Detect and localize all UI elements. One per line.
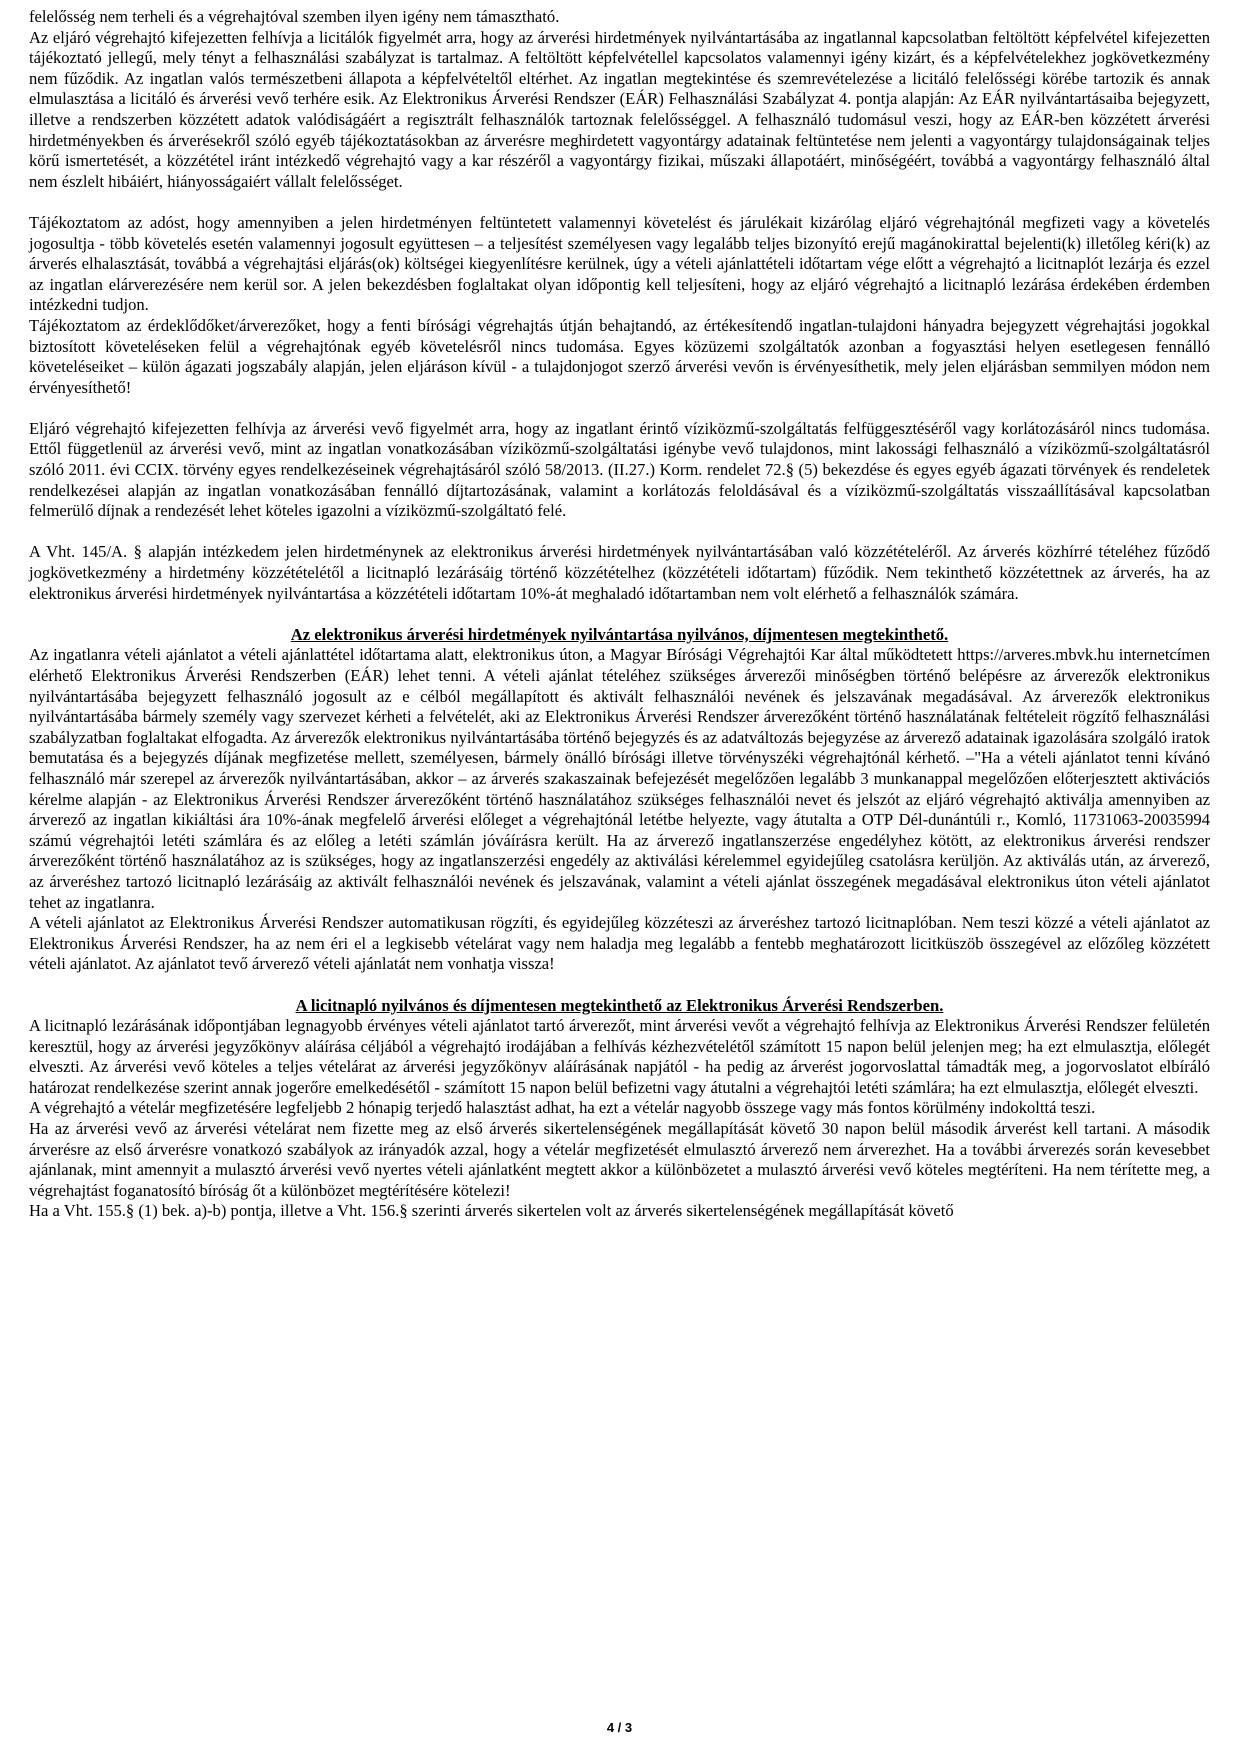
paragraph: felelősség nem terheli és a végrehajtóval szemben ilyen igény nem támasztható.	[29, 7, 560, 26]
paragraph-spacer	[29, 522, 1210, 543]
paragraph: A licitnapló lezárásának időpontjában legnagyobb érvényes vételi ajánlatot tartó árverezőt, mint árverési vevőt a végrehajtó felhívja az Elektronikus Árverési Rendszer felületén keresztül, hogy az árverési jegyzőkönyv aláírása céljából a végrehajtó irodájában a felhívás kézhezvételétől számított 15 napon belül jelenjen meg; ha ezt elmulasztja, előlegét elveszti. Az árverési vevő köteles a teljes vételárat az árverési jegyzőkönyv aláírásának napjától - ha pedig az árverést jogorvoslattal támadták meg, a jogorvoslatot elbíráló határozat rendelkezése szerint annak jogerőre emelkedésétől - számított 15 napon belül befizetni vagy átutalni a végrehajtói letéti számlára; ha ezt elmulasztja, előlegét elveszti.	[29, 1016, 1210, 1097]
paragraph: A végrehajtó a vételár megfizetésére legfeljebb 2 hónapig terjedő halasztást adhat, ha ezt a vételár nagyobb összege vagy más fontos körülmény indokolttá teszi.	[29, 1098, 1096, 1118]
paragraph-spacer	[29, 604, 1210, 625]
document-page	[29, 7, 1210, 1222]
paragraph: Az eljáró végrehajtó kifejezetten felhívja a licitálók figyelmét arra, hogy az árverési hirdetmények nyilvántartásába az ingatlannal kapcsolatban feltöltött képfelvétel kifejezetten tájékoztató jellegű, mely tényt a felhasználási szabályzat is tartalmaz. A feltöltött képfelvétellel kapcsolatos valamennyi igény kizárt, és a képfelvételekhez jogkövetkezmény nem fűződik. Az ingatlan valós természetbeni állapota a képfelvételtől eltérhet. Az ingatlan megtekintése és szemrevételezése a licitáló felelősségi körébe tartozik és annak elmulasztása a licitáló és árverési vevő terhére esik. Az Elektronikus Árverési Rendszer (EÁR) Felhasználási Szabályzat 4. pontja alapján: Az EÁR nyilvántartásaiba bejegyzett, illetve a rendszerben közzétett adatok valódiságáért a regisztrált felhasználók tartoznak felelősséggel. A felhasználó tudomásul veszi, hogy az EÁR-ben közzétett árverési hirdetményekben és árverésekről szóló egyéb tájékoztatásokban az árverésre meghirdetett vagyontárgy adatainak feltüntetése nem jelenti a vagyontárgy tulajdonságainak teljes körű ismertetését, a közzététel iránt intézkedő végrehajtó vagy a kar részéről a vagyontárgy fizikai, műszaki állapotáért, minőségéért, továbbá a vagyontárgy felhasználó által nem észlelt hibáiért, hiányosságaiért vállalt felelősséget.	[29, 27, 1210, 191]
paragraph: A vételi ajánlatot az Elektronikus Árverési Rendszer automatikusan rögzíti, és egyidejűleg közzéteszi az árveréshez tartozó licitnaplóban. Nem teszi közzé a vételi ajánlatot az Elektronikus Árverési Rendszer, ha az nem éri el a legkisebb vételárat vagy nem haladja meg legalább a fentebb meghatározott licitküszöb összegével az előzőleg közzétett vételi ajánlatot. Az ajánlatot tevő árverező vételi ajánlatát nem vonhatja vissza!	[29, 913, 1210, 974]
page-number: 4 / 3	[606, 1720, 633, 1735]
section-heading: A licitnapló nyilvános és díjmentesen megtekinthető az Elektronikus Árverési Rendszerben.	[295, 995, 944, 1015]
paragraph: Tájékoztatom az adóst, hogy amennyiben a jelen hirdetményen feltüntetett valamennyi követelést és járulékait kizárólag eljáró végrehajtónál megfizeti vagy a követelés jogosultja - több követelés esetén valamennyi jogosult együttesen – a teljesítést személyesen vagy legalább teljes bizonyító erejű magánokirattal bejelenti(k) illetőleg kéri(k) az árverés elhalasztását, továbbá a végrehajtási eljárás(ok) költségei kiegyenlítésre kerülnek, úgy a vételi ajánlattételi időtartam vége előtt a végrehajtó a licitnaplót lezárja és ezzel az ingatlan elárverezésére nem kerül sor. A jelen bekezdésben foglaltakat olyan időpontig kell teljesíteni, hogy az eljáró végrehajtó a licitnapló lezárása érdekében érdemben intézkedni tudjon.	[29, 212, 1210, 315]
paragraph-spacer	[29, 192, 1210, 213]
section-heading: Az elektronikus árverési hirdetmények nyilvántartása nyilvános, díjmentesen megtekinthető.	[290, 624, 949, 644]
paragraph-spacer	[29, 975, 1210, 996]
paragraph: Tájékoztatom az érdeklődőket/árverezőket, hogy a fenti bírósági végrehajtás útján behajtandó, az értékesítendő ingatlan-tulajdoni hányadra bejegyzett végrehajtási jogokkal biztosított követeléseken felül a végrehajtónak egyéb követelésről nincs tudomása. Egyes közüzemi szolgáltatók azonban a fogyasztási helyen esetlegesen fennálló követeléseiket – külön ágazati jogszabály alapján, jelen eljáráson kívül - a tulajdonjogot szerző árverési vevőn is érvényesíthetik, mely jelen eljárásban semmilyen módon nem érvényesíthető!	[29, 315, 1210, 397]
paragraph: A Vht. 145/A. § alapján intézkedem jelen hirdetménynek az elektronikus árverési hirdetmények nyilvántartásában való közzétételéről. Az árverés közhírré tételéhez fűződő jogkövetkezmény a hirdetmény közzétételétől a licitnapló lezárásáig történő közzétételhez (közzétételi időtartam) fűződik. Nem tekinthető közzétettnek az árverés, ha az elektronikus árverési hirdetmények nyilvántartása a közzétételi időtartam 10%-át meghaladó időtartamban nem volt elérhető a felhasználók számára.	[29, 542, 1210, 603]
paragraph: Ha az árverési vevő az árverési vételárat nem fizette meg az első árverés sikertelenségének megállapítását követő 30 napon belül második árverést kell tartani. A második árverésre az első árverésre vonatkozó szabályok az irányadók azzal, hogy a vételár megfizetését elmulasztó árverező nem árverezhet. Ha a további árverezés során kevesebbet ajánlanak, mint amennyit a mulasztó árverési vevő nyertes vételi ajánlatként megtett akkor a különbözetet a mulasztó árverési vevő köteles megtéríteni. Ha nem térítette meg, a végrehajtást foganatosító bíróság őt a különbözet megtérítésére kötelezi!	[29, 1119, 1210, 1200]
paragraph-spacer	[29, 398, 1210, 419]
paragraph: Ha a Vht. 155.§ (1) bek. a)-b) pontja, illetve a Vht. 156.§ szerinti árverés sikertelen volt az árverés sikertelenségének megállapítását követő	[29, 1201, 954, 1221]
paragraph: Az ingatlanra vételi ajánlatot a vételi ajánlattétel időtartama alatt, elektronikus úton, a Magyar Bírósági Végrehajtói Kar által működtetett https://arveres.mbvk.hu internetcímen elérhető Elektronikus Árverési Rendszerben (EÁR) lehet tenni. A vételi ajánlat tételéhez szükséges árverezői minőségben történő belépésre az árverezők elektronikus nyilvántartásába bejegyzett felhasználó jogosult az e célból megállapított és aktivált felhasználói nevének és jelszavának megadásával. Az árverezők elektronikus nyilvántartásába bármely személy vagy szervezet kérheti a felvételét, aki az Elektronikus Árverési Rendszer árverezőként történő használatának feltételeit rögzítő felhasználási szabályzatban foglaltakat elfogadta. Az árverezők elektronikus nyilvántartásába történő bejegyzés és az adatváltozás bejegyzése az árverező adatainak igazolására szolgáló iratok bemutatása és a bejegyzés díjának megfizetése mellett, személyesen, bármely önálló bírósági illetve törvényszéki végrehajtónál kérhető. –"Ha a vételi ajánlatot tenni kívánó felhasználó már szerepel az árverezők nyilvántartásában, akkor – az árverés szakaszainak befejezését megelőzően legalább 3 munkanappal megelőzően előterjesztett aktivációs kérelme alapján - az Elektronikus Árverési Rendszer árverezőként történő használatához szükséges felhasználói nevet és jelszót az eljáró végrehajtó aktiválja amennyiben az árverező az ingatlan kikiáltási ára 10%-ának megfelelő árverési előleget a végrehajtónál letétbe helyezte, vagy átutalta a OTP Dél-dunántúli r., Komló, 11731063-20035994 számú végrehajtói letéti számlára és az előleg a letéti számlán jóváírásra került. Ha az árverező ingatlanszerzése engedélyhez kötött, az elektronikus árverési rendszer árverezőként történő használatához az is szükséges, hogy az ingatlanszerzési engedély az aktiválási kérelemmel egyidejűleg csatolásra kerüljön. Az aktiválás után, az árverező, az árveréshez tartozó licitnapló lezárásáig az aktivált felhasználói nevének és jelszavának, valamint a vételi ajánlat összegének megadásával elektronikus úton vételi ajánlatot tehet az ingatlanra.	[29, 645, 1210, 912]
paragraph: Eljáró végrehajtó kifejezetten felhívja az árverési vevő figyelmét arra, hogy az ingatlant érintő víziközmű-szolgáltatás felfüggesztéséről vagy korlátozásáról nincs tudomása. Ettől függetlenül az árverési vevő, mint az ingatlan vonatkozásában víziközmű-szolgáltatási igénybe vevő tulajdonos, mint lakossági felhasználó a víziközmű-szolgáltatásról szóló 2011. évi CCIX. törvény egyes rendelkezéseinek végrehajtásáról szóló 58/2013. (II.27.) Korm. rendelet 72.§ (5) bekezdése és egyes egyéb ágazati törvények és rendeletek rendelkezései alapján az ingatlan vonatkozásában fennálló díjtartozásának, valamint a korlátozás feloldásával és a víziközmű-szolgáltatás visszaállításával kapcsolatban felmerülő díjnak a rendezését lehet köteles igazolni a víziközmű-szolgáltató felé.	[29, 418, 1210, 521]
